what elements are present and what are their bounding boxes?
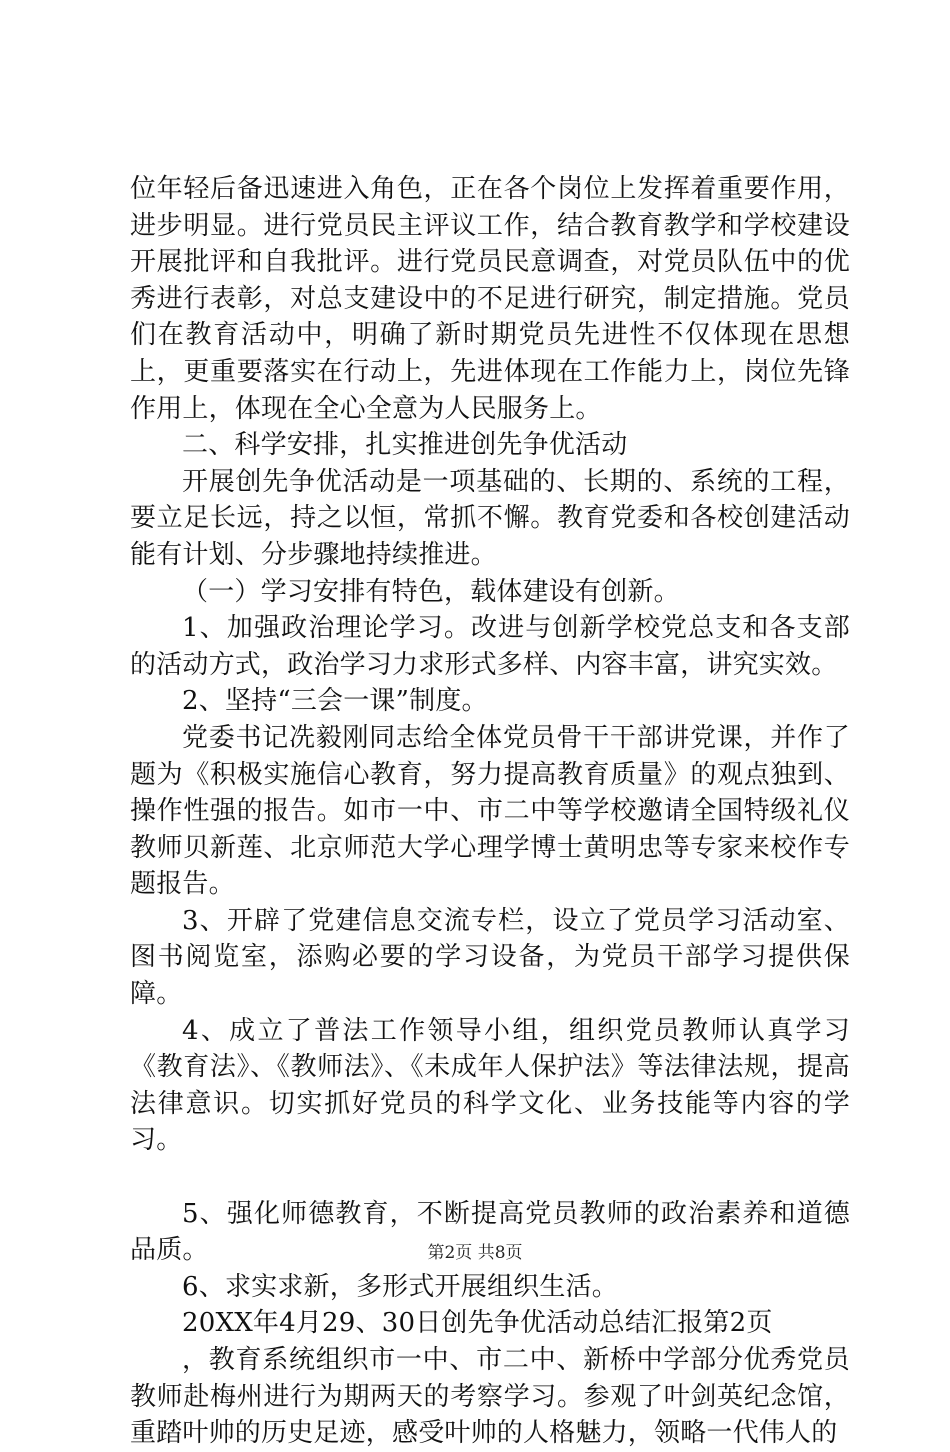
list-item: 1、加强政治理论学习。改进与创新学校党总支和各支部的活动方式，政治学习力求形式多样、内容丰富，讲究实效。	[130, 613, 850, 680]
page-header-note: 20XX年4月29、30日创先争优活动总结汇报第2页	[182, 1308, 773, 1339]
list-item: 5、强化师德教育，不断提高党员教师的政治素养和道德品质。	[130, 1198, 850, 1266]
list-item: 3、开辟了党建信息交流专栏，设立了党员学习活动室、图书阅览室，添购必要的学习设备，为党员干部学习提供保障。	[130, 905, 850, 1010]
page-number-footer: 第2页 共8页	[427, 1243, 523, 1263]
section-heading: 二、科学安排，扎实推进创先争优活动	[182, 430, 628, 461]
paragraph: 党委书记冼毅刚同志给全体党员骨干干部讲党课，并作了题为《积极实施信心教育，努力提高教育质量》的观点独到、操作性强的报告。如市一中、市二中等学校邀请全国特级礼仪教师贝新莲、北京师范大学心理学博士黄明忠等专家来校作专题报告。	[130, 722, 850, 900]
paragraph: 开展创先争优活动是一项基础的、长期的、系统的工程，要立足长远，持之以恒，常抓不懈。教育党委和各校创建活动能有计划、分步骤地持续推进。	[130, 466, 850, 570]
list-item: 6、求实求新，多形式开展组织生活。	[182, 1271, 618, 1302]
list-item: 2、坚持“三会一课”制度。	[182, 686, 488, 717]
paragraph-continuation: 位年轻后备迅速进入角色，正在各个岗位上发挥着重要作用，进步明显。进行党员民主评议工作，结合教育教学和学校建设开展批评和自我批评。进行党员民意调查，对党员队伍中的优秀进行表彰，对总支建设中的不足进行研究，制定措施。党员们在教育活动中，明确了新时期党员先进性不仅体现在思想上，更重要落实在行动上，先进体现在工作能力上，岗位先锋作用上，体现在全心全意为人民服务上。	[130, 174, 850, 424]
subsection-heading: （一）学习安排有特色，载体建设有创新。	[182, 576, 680, 607]
paragraph: ，教育系统组织市一中、市二中、新桥中学部分优秀党员教师赴梅州进行为期两天的考察学习。参观了叶剑英纪念馆，重踏叶帅的历史足迹，感受叶帅的人格魅力，领略一代伟人的	[130, 1345, 850, 1449]
list-item: 4、成立了普法工作领导小组，组织党员教师认真学习《教育法》、《教师法》、《未成年人保护法》等法律法规，提高法律意识。切实抓好党员的科学文化、业务技能等内容的学习。	[130, 1015, 850, 1156]
